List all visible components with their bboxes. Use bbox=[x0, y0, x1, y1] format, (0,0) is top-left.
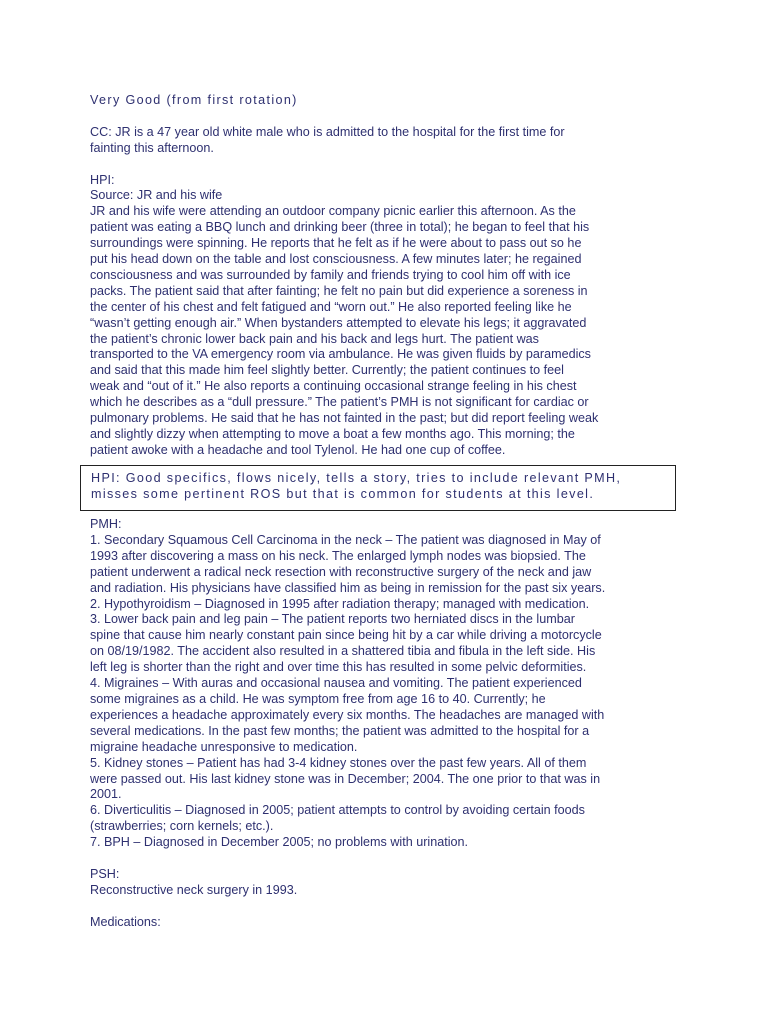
hpi-heading: HPI: bbox=[90, 172, 115, 187]
feedback-text bbox=[91, 471, 621, 503]
pmh-line: and radiation. His physicians have classified him as being in remission for the past six years. bbox=[90, 580, 606, 595]
pmh-line: migraine headache unresponsive to medication. bbox=[90, 739, 358, 754]
psh-section bbox=[90, 867, 690, 899]
cc-line: CC: JR is a 47 year old white male who is admitted to the hospital for the first time for bbox=[90, 124, 565, 139]
feedback-line: misses some pertinent ROS but that is common for students at this level. bbox=[91, 486, 595, 501]
psh-text: Reconstructive neck surgery in 1993. bbox=[90, 882, 298, 897]
pmh-line: 4. Migraines – With auras and occasional nausea and vomiting. The patient experienced bbox=[90, 676, 582, 691]
hpi-line: packs. The patient said that after fainting; he felt no pain but did experience a soreness in bbox=[90, 283, 588, 298]
instructor-feedback-box bbox=[80, 465, 676, 511]
document-page-top bbox=[90, 93, 690, 459]
spacer bbox=[90, 851, 690, 867]
pmh-line: 1993 after discovering a mass on his neck. The enlarged lymph nodes was biopsied. The bbox=[90, 548, 586, 563]
hpi-section bbox=[90, 173, 690, 459]
spacer bbox=[90, 157, 690, 173]
hpi-line: transported to the VA emergency room via ambulance. He was given fluids by paramedics bbox=[90, 347, 591, 362]
hpi-line: consciousness and was surrounded by family and friends trying to cool him off with ice bbox=[90, 267, 571, 282]
spacer bbox=[90, 109, 690, 125]
hpi-line: weak and “out of it.” He also reports a continuing occasional strange feeling in his chest bbox=[90, 379, 577, 394]
pmh-line: 2001. bbox=[90, 787, 122, 802]
hpi-line: JR and his wife were attending an outdoor company picnic earlier this afternoon. As the bbox=[90, 204, 576, 219]
pmh-line: 6. Diverticulitis – Diagnosed in 2005; patient attempts to control by avoiding certain foods bbox=[90, 803, 585, 818]
pmh-line: 2. Hypothyroidism – Diagnosed in 1995 after radiation therapy; managed with medication. bbox=[90, 596, 590, 611]
pmh-section bbox=[90, 517, 690, 851]
medications-section bbox=[90, 915, 690, 931]
hpi-line: pulmonary problems. He said that he has not fainted in the past; but did report feeling weak bbox=[90, 411, 599, 426]
pmh-line: several medications. In the past few months; the patient was admitted to the hospital for a bbox=[90, 723, 590, 738]
hpi-line: patient awoke with a headache and tool Tylenol. He had one cup of coffee. bbox=[90, 442, 506, 457]
hpi-line: patient was eating a BBQ lunch and drinking beer (three in total); he began to feel that his bbox=[90, 220, 590, 235]
pmh-line: 3. Lower back pain and leg pain – The patient reports two herniated discs in the lumbar bbox=[90, 612, 575, 627]
hpi-line: surroundings were spinning. He reports that he felt as if he were about to pass out so he bbox=[90, 236, 582, 251]
pmh-line: were passed out. His last kidney stone was in December; 2004. The one prior to that was in bbox=[90, 771, 601, 786]
spacer bbox=[90, 899, 690, 915]
medications-heading: Medications: bbox=[90, 914, 161, 929]
pmh-heading: PMH: bbox=[90, 517, 122, 531]
pmh-line: 7. BPH – Diagnosed in December 2005; no problems with urination. bbox=[90, 835, 469, 850]
pmh-line: (strawberries; corn kernels; etc.). bbox=[90, 819, 274, 834]
hpi-line: the patient’s chronic lower back pain and his back and legs hurt. The patient was bbox=[90, 331, 539, 346]
feedback-line: HPI: Good specifics, flows nicely, tells a story, tries to include relevant PMH, bbox=[91, 471, 622, 485]
hpi-line: “wasn’t getting enough air.” When bystanders attempted to elevate his legs; it aggravated bbox=[90, 315, 587, 330]
hpi-line: and slightly dizzy when attempting to move a boat a few months ago. This morning; the bbox=[90, 427, 575, 441]
hpi-line: and said that this made him feel slightly better. Currently; the patient continues to feel bbox=[90, 363, 564, 378]
pmh-line: left leg is shorter than the right and over time this has resulted in some pelvic deformities. bbox=[90, 660, 587, 675]
hpi-line: put his head down on the table and lost consciousness. A few minutes later; he regained bbox=[90, 252, 582, 267]
pmh-line: on 08/19/1982. The accident also resulted in a shattered tibia and fibula in the left side. His bbox=[90, 644, 596, 659]
hpi-source: Source: JR and his wife bbox=[90, 188, 223, 203]
pmh-line: patient underwent a radical neck resection with reconstructive surgery of the neck and jaw bbox=[90, 564, 592, 579]
psh-heading: PSH: bbox=[90, 866, 120, 881]
hpi-line: the center of his chest and felt fatigued and “worn out.” He also reported feeling like he bbox=[90, 299, 572, 314]
hpi-line: which he describes as a “dull pressure.” The patient’s PMH is not significant for cardiac or bbox=[90, 395, 589, 410]
pmh-line: 1. Secondary Squamous Cell Carcinoma in the neck – The patient was diagnosed in May of bbox=[90, 532, 601, 547]
cc-line: fainting this afternoon. bbox=[90, 140, 214, 155]
chief-complaint bbox=[90, 125, 690, 157]
grade-heading: Very Good (from first rotation) bbox=[90, 93, 298, 107]
pmh-line: experiences a headache approximately every six months. The headaches are managed with bbox=[90, 707, 605, 722]
document-page-bottom bbox=[90, 517, 690, 931]
pmh-line: some migraines as a child. He was symptom free from age 16 to 40. Currently; he bbox=[90, 691, 546, 706]
pmh-line: 5. Kidney stones – Patient has had 3-4 kidney stones over the past few years. All of them bbox=[90, 755, 587, 770]
pmh-line: spine that cause him nearly constant pain since being hit by a car while driving a motorcycle bbox=[90, 628, 602, 643]
